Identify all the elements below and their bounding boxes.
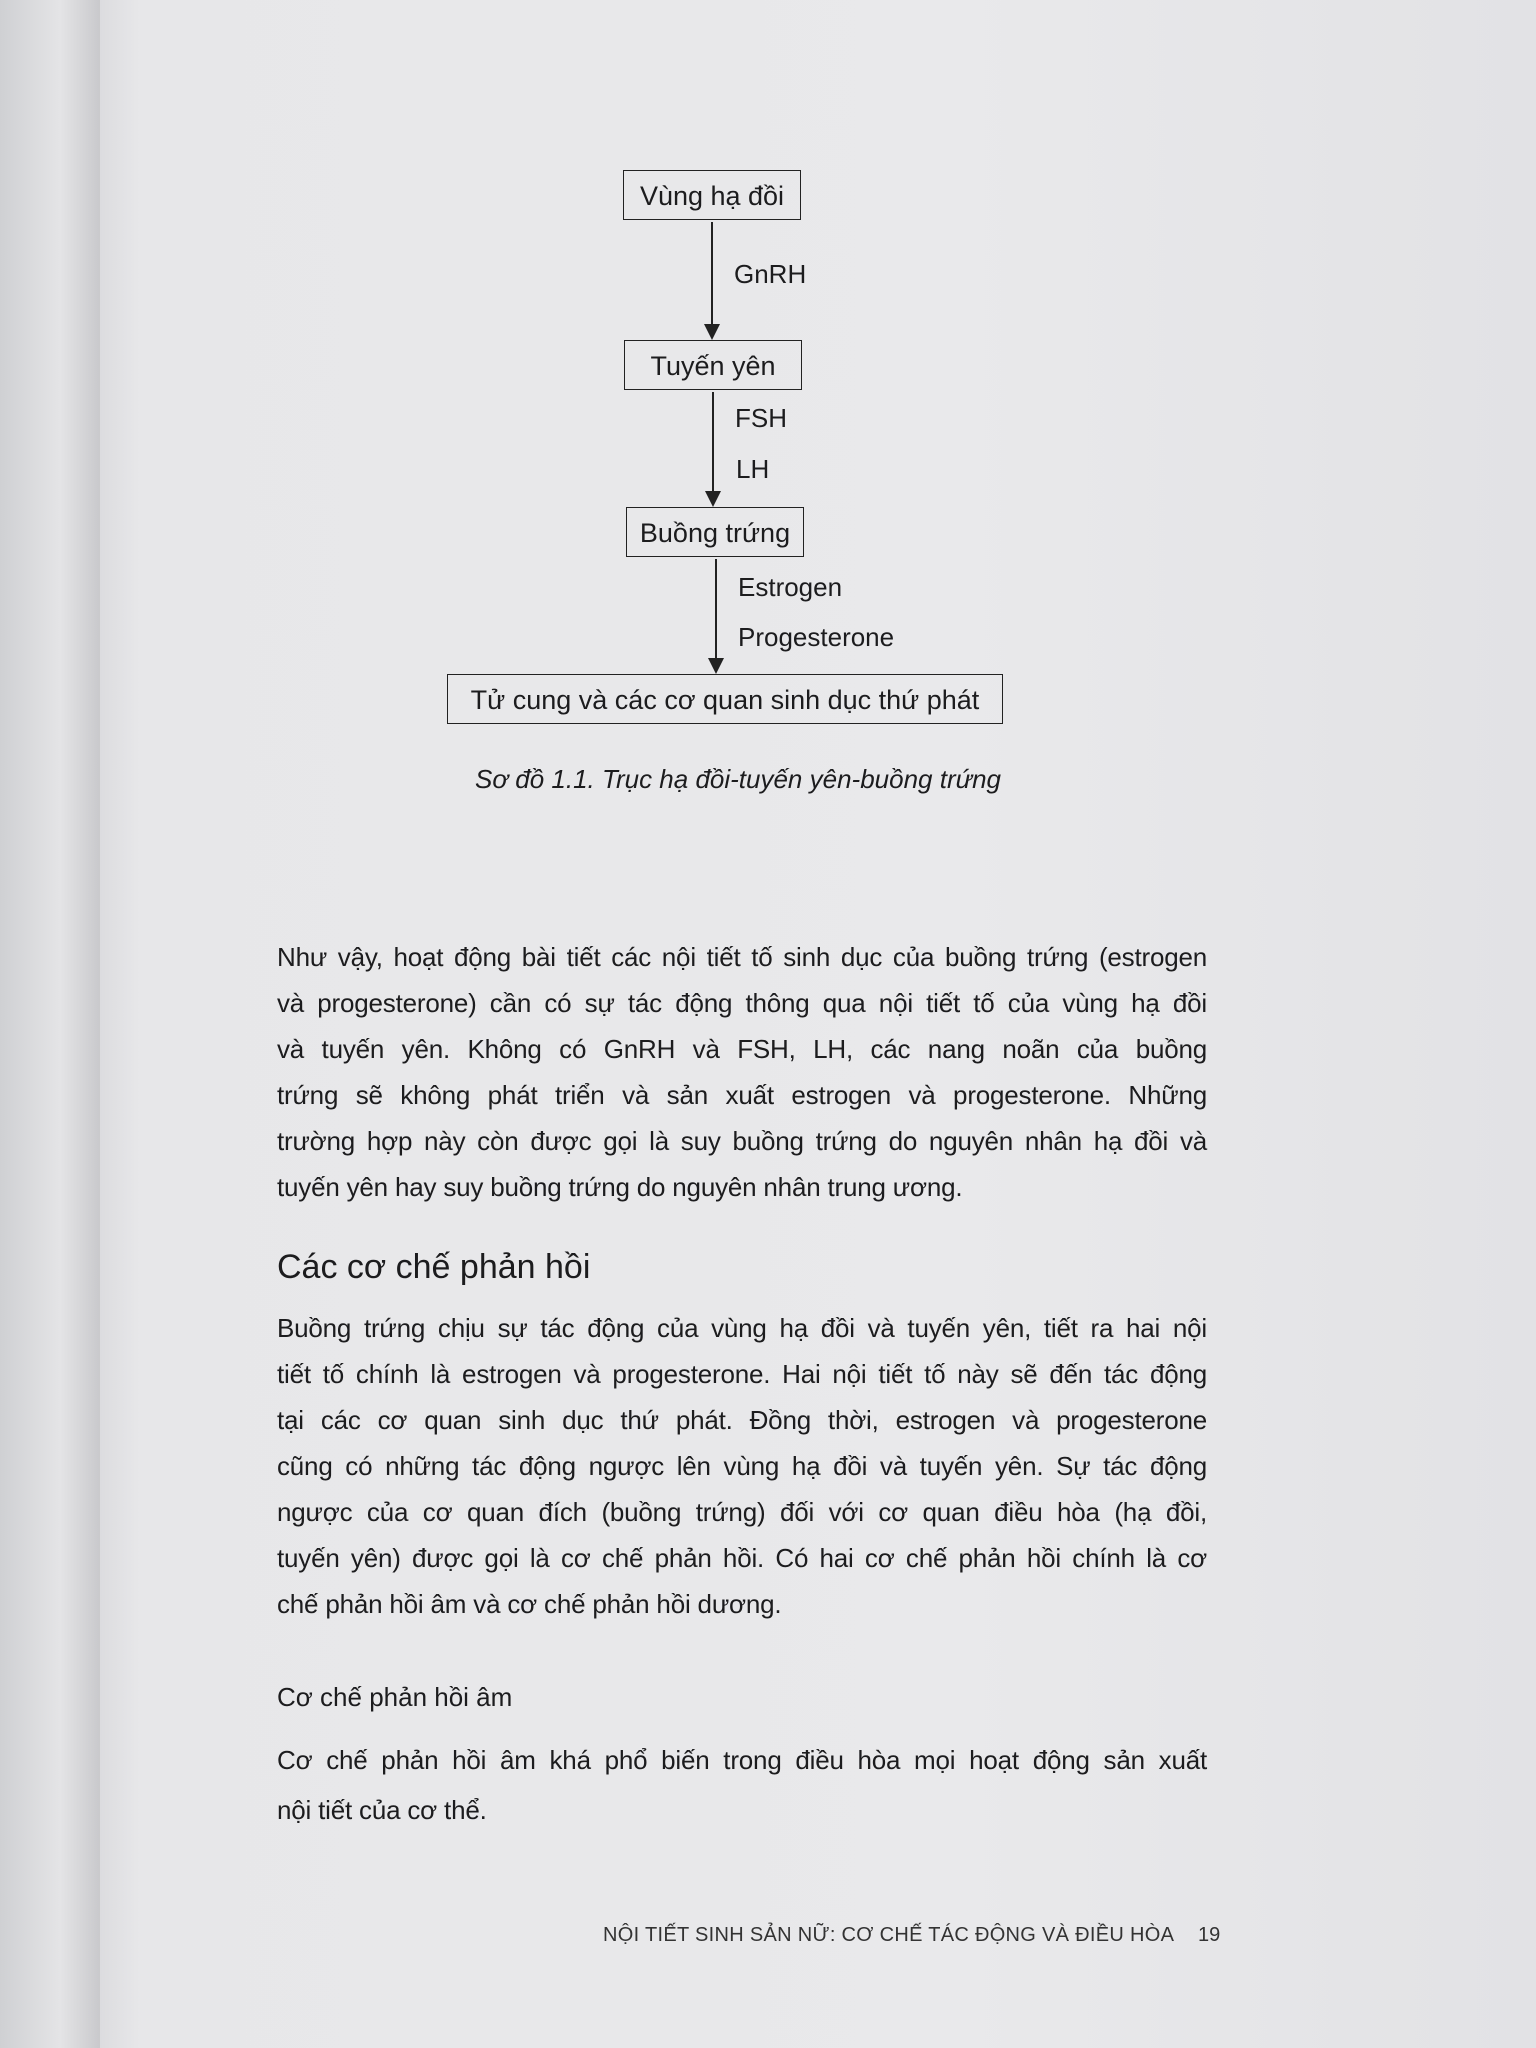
label-fsh: FSH (735, 403, 787, 433)
label-gnrh: GnRH (734, 259, 807, 289)
text-line: cũng có những tác động ngược lên vùng hạ đồi và tuyến yên. Sự tác động (277, 1451, 1207, 1481)
text-line: Cơ chế phản hồi âm khá phổ biến trong điều hòa mọi hoạt động sản xuất (277, 1745, 1207, 1775)
text-line: Buồng trứng chịu sự tác động của vùng hạ đồi và tuyến yên, tiết ra hai nội (277, 1313, 1207, 1343)
text-line: tuyến yên) được gọi là cơ chế phản hồi. Có hai cơ chế phản hồi chính là cơ (277, 1543, 1207, 1573)
box-ovary: Buồng trứng (626, 507, 804, 557)
box-hypothalamus: Vùng hạ đồi (623, 170, 801, 220)
text-line: tiết tố chính là estrogen và progesterone. Hai nội tiết tố này sẽ đến tác động (277, 1359, 1207, 1389)
book-spine (0, 0, 100, 2048)
paragraph-1 (277, 934, 1207, 1210)
section-heading: Các cơ chế phản hồi (277, 1248, 591, 1286)
text-line: trứng sẽ không phát triển và sản xuất estrogen và progesterone. Những (277, 1080, 1207, 1110)
paragraph-2 (277, 1305, 1207, 1627)
text-line: trường hợp này còn được gọi là suy buồng trứng do nguyên nhân hạ đồi và (277, 1126, 1207, 1156)
text-line: và tuyến yên. Không có GnRH và FSH, LH, các nang noãn của buồng (277, 1034, 1207, 1064)
text-line: ngược của cơ quan đích (buồng trứng) đối với cơ quan điều hòa (hạ đồi, (277, 1497, 1207, 1527)
arrow-icon (712, 392, 714, 505)
paragraph-3 (277, 1733, 1207, 1833)
text-line: Như vậy, hoạt động bài tiết các nội tiết tố sinh dục của buồng trứng (estrogen (277, 942, 1207, 972)
page-number: 19 (1198, 1924, 1221, 1946)
text-line: chế phản hồi âm và cơ chế phản hồi dương. (277, 1589, 782, 1619)
box-uterus: Tử cung và các cơ quan sinh dục thứ phát (447, 674, 1003, 724)
arrow-icon (711, 222, 713, 338)
text-line: tại các cơ quan sinh dục thứ phát. Đồng thời, estrogen và progesterone (277, 1405, 1207, 1435)
running-footer: NỘI TIẾT SINH SẢN NỮ: CƠ CHẾ TÁC ĐỘNG VÀ ĐIỀU HÒA (603, 1924, 1175, 1946)
text-line: và progesterone) cần có sự tác động thông qua nội tiết tố của vùng hạ đồi (277, 988, 1207, 1018)
subsection-heading: Cơ chế phản hồi âm (277, 1682, 513, 1712)
arrow-icon (715, 559, 717, 672)
label-estrogen: Estrogen (738, 572, 843, 602)
label-lh: LH (736, 454, 770, 484)
diagram-caption: Sơ đồ 1.1. Trục hạ đồi-tuyến yên-buồng trứng (474, 764, 1002, 794)
text-line: nội tiết của cơ thể. (277, 1795, 487, 1825)
label-progesterone: Progesterone (738, 622, 895, 652)
box-pituitary: Tuyến yên (624, 340, 802, 390)
text-line: tuyến yên hay suy buồng trứng do nguyên nhân trung ương. (277, 1172, 963, 1202)
